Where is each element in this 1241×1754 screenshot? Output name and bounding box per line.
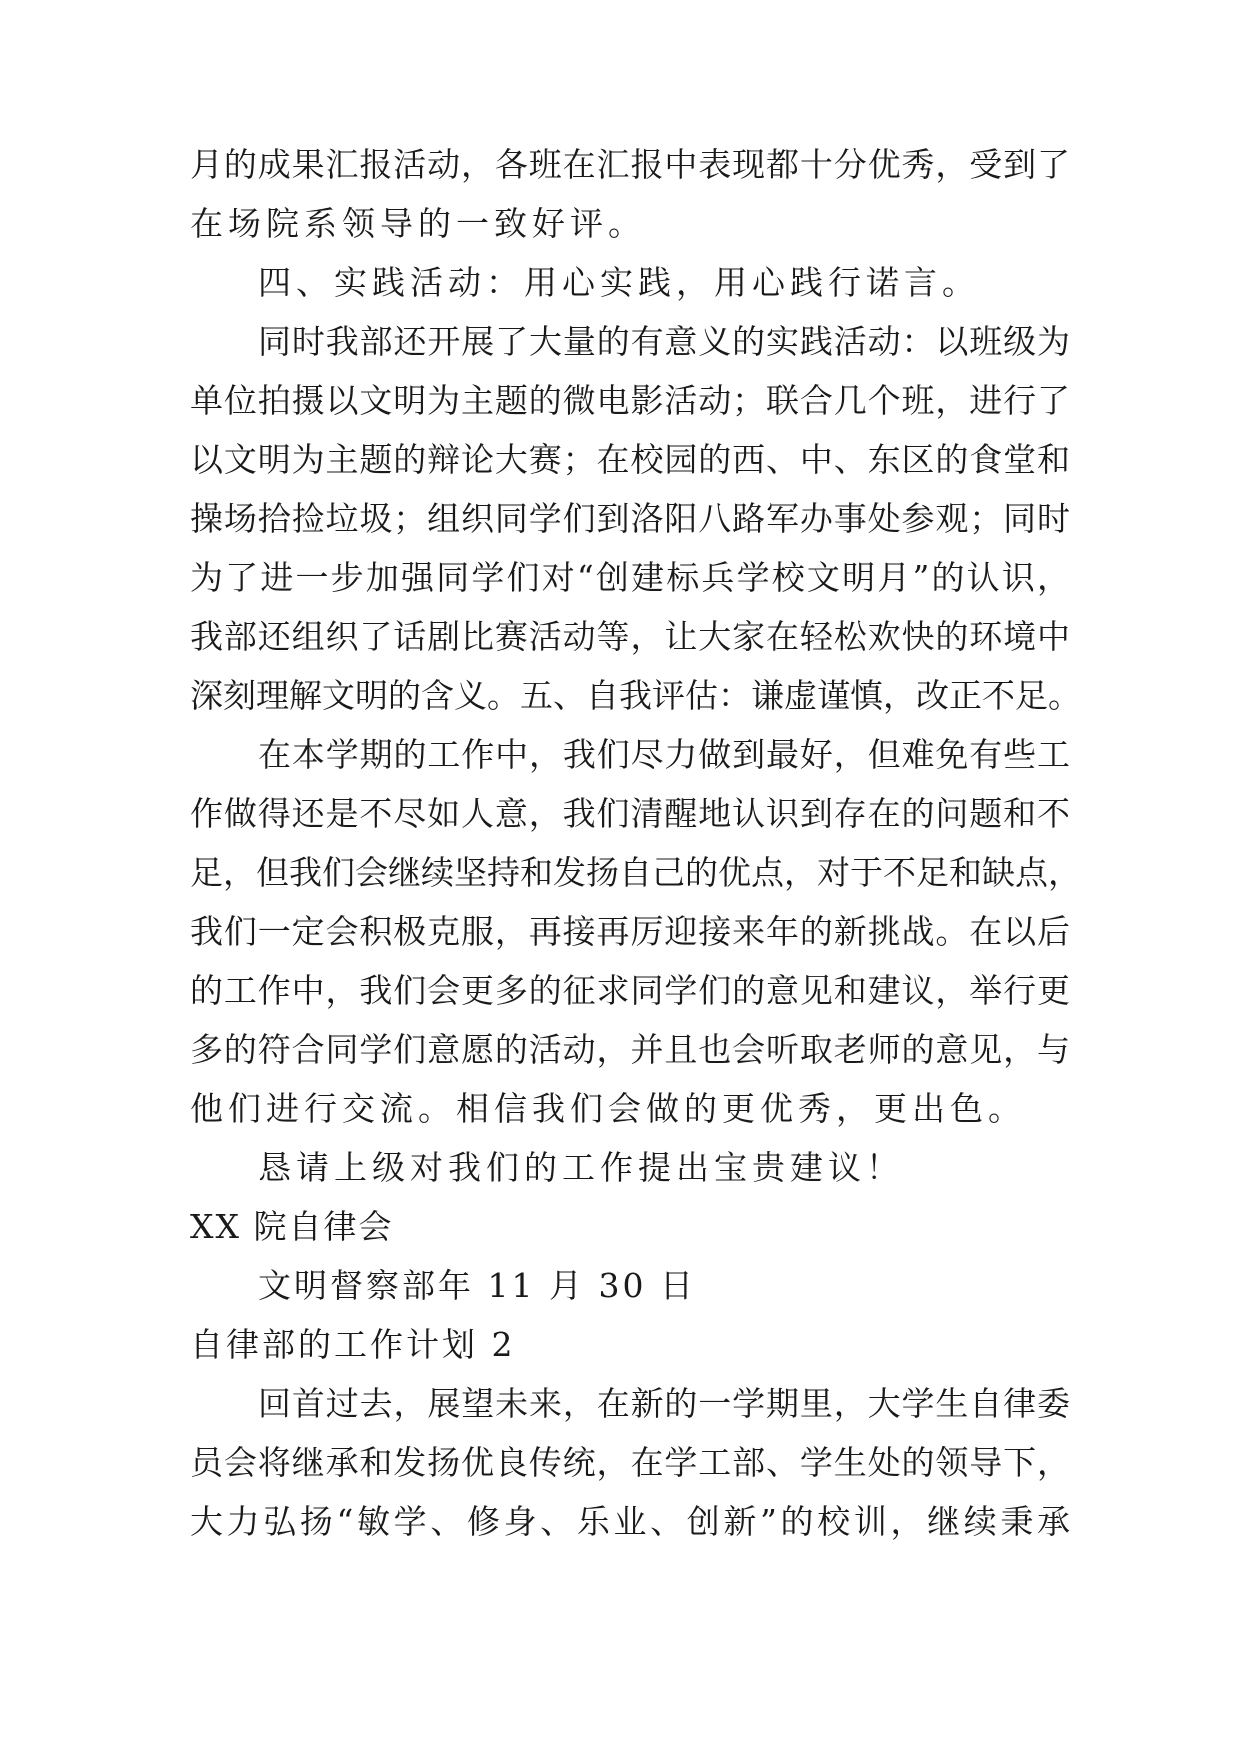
signature-org: XX 院自律会 bbox=[190, 1207, 394, 1246]
paragraph-line: 在场院系领导的一致好评。 bbox=[190, 204, 646, 243]
paragraph-line: 单位拍摄以文明为主题的微电影活动；联合几个班，进行了 bbox=[190, 381, 1070, 420]
closing-request: 恳请上级对我们的工作提出宝贵建议！ bbox=[258, 1148, 904, 1187]
paragraph-line: 在本学期的工作中，我们尽力做到最好，但难免有些工 bbox=[258, 735, 1070, 774]
paragraph-line: 操场拾捡垃圾；组织同学们到洛阳八路军办事处参观；同时 bbox=[190, 499, 1070, 538]
paragraph-line: 作做得还是不尽如人意，我们清醒地认识到存在的问题和不 bbox=[190, 794, 1070, 833]
paragraph-line: 为了进一步加强同学们对“创建标兵学校文明月”的认识， bbox=[190, 558, 1070, 597]
paragraph-line: 他们进行交流。相信我们会做的更优秀，更出色。 bbox=[190, 1089, 1026, 1128]
paragraph-line: 以文明为主题的辩论大赛；在校园的西、中、东区的食堂和 bbox=[190, 440, 1070, 479]
paragraph-line: 同时我部还开展了大量的有意义的实践活动：以班级为 bbox=[258, 322, 1070, 361]
paragraph-line: 深刻理解文明的含义。五、自我评估：谦虚谨慎，改正不足。 bbox=[190, 676, 1081, 715]
paragraph-line: 的工作中，我们会更多的征求同学们的意见和建议，举行更 bbox=[190, 971, 1070, 1010]
section-heading: 四、实践活动：用心实践，用心践行诺言。 bbox=[258, 263, 980, 302]
paragraph-line: 月的成果汇报活动，各班在汇报中表现都十分优秀，受到了 bbox=[190, 145, 1070, 184]
paragraph-line: 足，但我们会继续坚持和发扬自己的优点，对于不足和缺点， bbox=[190, 853, 1081, 892]
signature-date: 文明督察部年 11 月 30 日 bbox=[258, 1266, 696, 1305]
paragraph-line: 员会将继承和发扬优良传统，在学工部、学生处的领导下， bbox=[190, 1443, 1070, 1482]
paragraph-line: 多的符合同学们意愿的活动，并且也会听取老师的意见，与 bbox=[190, 1030, 1070, 1069]
paragraph-line: 回首过去，展望未来，在新的一学期里，大学生自律委 bbox=[258, 1384, 1070, 1423]
paragraph-line: 我们一定会积极克服，再接再厉迎接来年的新挑战。在以后 bbox=[190, 912, 1070, 951]
paragraph-line: 大力弘扬“敏学、修身、乐业、创新”的校训，继续秉承 bbox=[190, 1502, 1070, 1541]
paragraph-line: 我部还组织了话剧比赛活动等，让大家在轻松欢快的环境中 bbox=[190, 617, 1070, 656]
document-subtitle: 自律部的工作计划 2 bbox=[190, 1325, 516, 1364]
